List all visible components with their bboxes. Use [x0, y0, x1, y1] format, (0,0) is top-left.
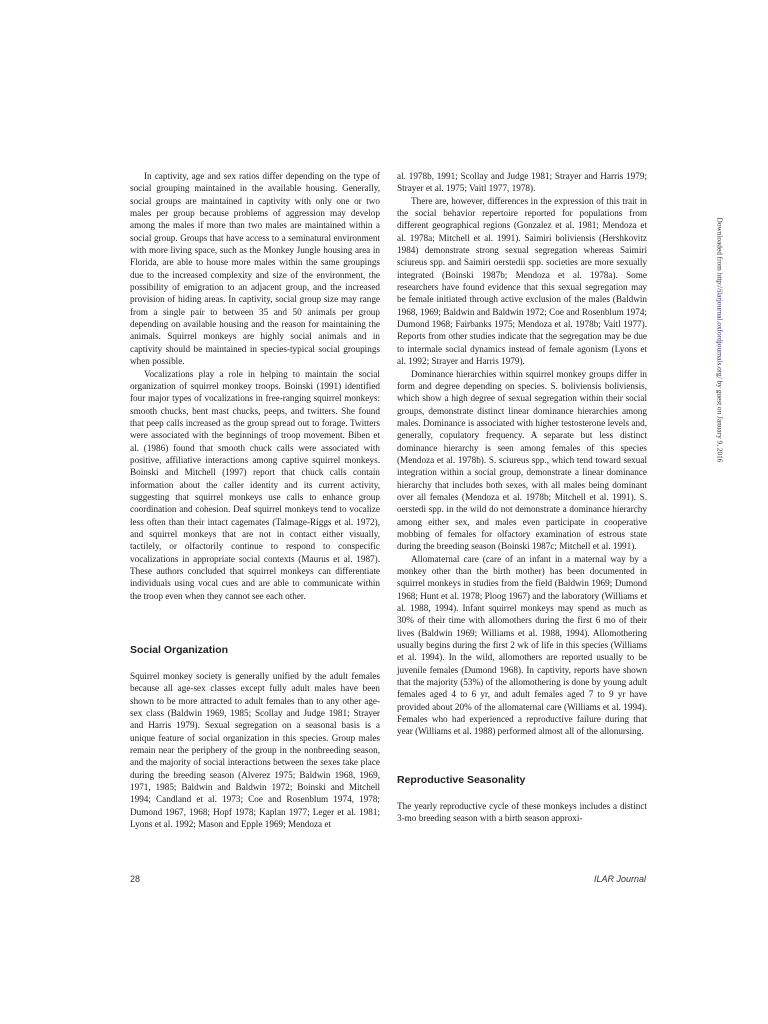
body-paragraph: Squirrel monkey society is generally unified by the adult females because all age-sex classes except fully adult males have been shown to be more attracted to adult females than to any other age-sex class (Baldwin 1969, 1985; Scollay and Judge 1981; Strayer and Harris 1979). Sexual segregation on a seasonal basis is a unique feature of social organization in this species. Group males remain near the periphery of the group in the nonbreeding season, and the majority of social interactions between the sexes take place during the breeding season (Alverez 1975; Baldwin 1968, 1969, 1971, 1985; Baldwin and Baldwin 1972; Boinski and Mitchell 1994; Candland et al. 1973; Coe and Rosenblum 1974, 1978; Dumond 1967, 1968; Hopf 1978; Kaplan 1977; Leger et al. 1981; Lyons et al. 1992; Mason and Epple 1969; Mendoza et [130, 671, 380, 830]
body-paragraph: In captivity, age and sex ratios differ depending on the type of social grouping maintained in the available housing. Generally, social groups are maintained in captivity with only one or two males per group because problems of aggression may develop among the males if more than two males are maintained within a social group. Groups that have access to a seminatural environment with more living space, such as the Monkey Jungle housing area in Florida, are able to house more males within the same groupings due to the increased complexity and size of the environment, the possibility of emigration to an adjacent group, and the increased provision of hiding areas. In captivity, social group size may range from a single pair to between 35 and 50 animals per group depending on available housing and the reason for maintaining the animals. Squirrel monkeys are highly social animals and in captivity should be maintained in species-typical social groupings when possible. [130, 171, 380, 367]
body-paragraph: Allomaternal care (care of an infant in a maternal way by a monkey other than the birth mother) has been documented in squirrel monkeys in studies from the field (Baldwin 1969; Dumond 1968; Hunt et al. 1978; Ploog 1967) and the laboratory (Williams et al. 1988, 1994). Infant squirrel monkeys may spend as much as 30% of their time with allomothers during the first 6 mo of their lives (Baldwin 1969; Williams et al. 1988, 1994). Allomothering usually begins during the first 2 wk of life in this species (Williams et al. 1994). In the wild, allomothers are reported usually to be juvenile females (Dumond 1968). In captivity, reports have shown that the majority (53%) of the allomothering is done by young adult females aged 4 to 6 yr, and adult females aged 7 to 9 yr have provided about 20% of the allomaternal care (Williams et al. 1994). Females who had experienced a reproductive failure during that year (Williams et al. 1988) performed almost all of the allonursing. [397, 553, 647, 737]
body-paragraph: There are, however, differences in the expression of this trait in the social behavior repertoire reported for populations from different geographical regions (Gonzalez et al. 1981; Mendoza et al. 1978a; Mitchell et al. 1991). Saimiri boliviensis (Hershkovitz 1984) demonstrate strong sexual segregation whereas Saimiri sciureus spp. and Saimiri oerstedii spp. societies are more sexually integrated (Boinski 1987b; Mendoza et al. 1978a). Some researchers have found evidence that this sexual segregation may be female initiated through active exclusion of the males (Baldwin 1968, 1969; Baldwin and Baldwin 1972; Coe and Rosenblum 1974; Dumond 1968; Fairbanks 1975; Mendoza et al. 1978b; Vaitl 1977). Reports from other studies indicate that the segregation may be due to intermale social dynamics instead of female agonism (Lyons et al. 1992; Strayer and Harris 1979). [397, 195, 647, 367]
body-paragraph: Vocalizations play a role in helping to maintain the social organization of squirrel monkey troops. Boinski (1991) identified four major types of vocalizations in free-ranging squirrel monkeys: smooth chucks, bent mast chucks, peeps, and twitters. She found that peep calls increased as the group spread out to forage. Twitters were associated with the beginnings of troop movement. Biben et al. (1986) found that smooth chuck calls were associated with positive, affiliative interactions among captive squirrel monkeys. Boinski and Mitchell (1997) report that chuck calls contain information about the caller identity and its current activity, suggesting that squirrel monkeys use calls to enhance group coordination and cohesion. Deaf squirrel monkeys tend to vocalize less often than their intact cagemates (Talmage-Riggs et al. 1972), and squirrel monkeys that are not in contact either visually, tactilely, or olfactorily continue to respond to conspecific vocalizations in appropriate social contexts (Maurus et al. 1987). These authors concluded that squirrel monkeys can differentiate individuals using vocal cues and are able to communicate within the troop even when they cannot see each other. [130, 368, 380, 601]
download-watermark [716, 218, 725, 463]
section-heading: Reproductive Seasonality [397, 773, 526, 786]
body-paragraph: Dominance hierarchies within squirrel monkey groups differ in form and degree depending on species. S. boliviensis boliviensis, which show a high degree of sexual segregation within their social groups, demonstrate distinct linear dominance hierarchies among males. Dominance is associated with higher testosterone levels and, generally, copulatory frequency. A separate but less distinct dominance hierarchy is seen among females of this species (Mendoza et al. 1978b). S. sciureus spp., which tend toward sexual integration within a social group, demonstrate a linear dominance hierarchy that includes both sexes, with all males being dominant over all females (Mendoza et al. 1978b; Mitchell et al. 1991). S. oerstedi spp. in the wild do not demonstrate a dominance hierarchy among either sex, and males even participate in cooperative mobbing of females for olfactory examination of estrous state during the breeding season (Boinski 1987c; Mitchell et al. 1991). [397, 368, 647, 552]
section-heading: Social Organization [130, 644, 229, 657]
journal-name: ILAR Journal [594, 874, 647, 884]
download-prefix: Downloaded from [715, 217, 725, 273]
page-number: 28 [130, 874, 141, 884]
right-column [397, 170, 647, 825]
body-paragraph: The yearly reproductive cycle of these monkeys includes a distinct 3-mo breeding season with a birth season approxi- [397, 800, 647, 824]
download-suffix: by guest on January 9, 2016 [715, 378, 725, 463]
left-column [130, 170, 380, 831]
download-link[interactable]: http://ilarjournal.oxfordjournals.org/ [715, 272, 725, 379]
body-paragraph: al. 1978b, 1991; Scollay and Judge 1981; Strayer and Harris 1979; Strayer et al. 1975; Vaitl 1977, 1978). [397, 171, 647, 194]
